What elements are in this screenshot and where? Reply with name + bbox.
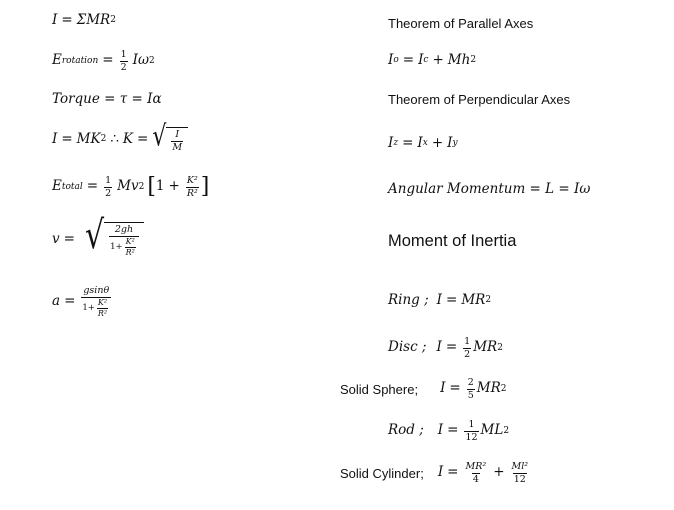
equals: = bbox=[64, 293, 76, 309]
subscript: total bbox=[61, 181, 83, 192]
square-root: √ 2gh 1+ $\frac{\text{K²}}{\text{R²}}$ bbox=[85, 222, 144, 257]
solid-sphere-formula bbox=[340, 378, 507, 400]
torque-text: Torque = τ = Iα bbox=[52, 91, 162, 107]
disc-label: Disc ; bbox=[388, 339, 427, 356]
symbol: I bbox=[440, 380, 446, 397]
equals: = bbox=[86, 178, 99, 195]
exponent: 2 bbox=[503, 425, 510, 436]
exponent: 2 bbox=[100, 134, 107, 144]
one: 1 bbox=[155, 178, 165, 195]
solid-sphere-label: Solid Sphere; bbox=[340, 381, 419, 397]
subscript: x bbox=[422, 138, 428, 149]
square-root: √ $\frac{I}{M}$ bbox=[152, 127, 188, 152]
fraction bbox=[464, 420, 478, 442]
subscript: c bbox=[423, 55, 429, 66]
symbol: I bbox=[436, 292, 443, 308]
therefore-symbol: ∴ bbox=[110, 130, 119, 147]
numerator: MR² bbox=[465, 461, 487, 472]
equals: = bbox=[402, 135, 414, 151]
parallel-axes-formula bbox=[388, 54, 476, 68]
equals: = bbox=[449, 380, 461, 397]
moment-of-inertia-heading: Moment of Inertia bbox=[388, 232, 517, 250]
angular-momentum-formula bbox=[388, 183, 590, 197]
rod-label: Rod ; bbox=[388, 422, 424, 439]
acceleration-formula bbox=[52, 286, 113, 318]
exponent: 2 bbox=[497, 342, 503, 353]
numerator: K² bbox=[125, 236, 135, 246]
equals: = bbox=[63, 230, 75, 247]
one-plus: 1+ bbox=[82, 302, 95, 313]
fraction bbox=[97, 299, 108, 318]
denominator: 4 bbox=[472, 473, 479, 485]
exponent: 2 bbox=[485, 295, 492, 306]
numerator: 1 bbox=[468, 419, 475, 430]
numerator: K² bbox=[97, 297, 108, 307]
rotational-energy-formula bbox=[52, 50, 155, 72]
denominator: 12 bbox=[513, 473, 526, 485]
torque-formula bbox=[52, 93, 162, 107]
denominator: 2 bbox=[120, 61, 127, 73]
perpendicular-axes-title: Theorem of Perpendicular Axes bbox=[388, 92, 571, 107]
symbol: v bbox=[52, 230, 60, 247]
plus: + bbox=[493, 464, 505, 481]
denominator: 5 bbox=[467, 389, 474, 401]
symbol: I bbox=[417, 135, 423, 151]
denominator: 2 bbox=[105, 187, 112, 199]
subscript: rotation bbox=[61, 55, 99, 66]
rod-formula bbox=[388, 420, 509, 442]
symbol: MK bbox=[76, 130, 101, 147]
denominator: R² bbox=[186, 187, 198, 199]
numerator: gsinθ bbox=[83, 285, 110, 296]
fraction bbox=[125, 238, 136, 257]
equals: = bbox=[447, 422, 459, 439]
symbol: a bbox=[52, 293, 61, 309]
parallel-axes-title: Theorem of Parallel Axes bbox=[388, 16, 534, 31]
symbol: I bbox=[388, 135, 394, 151]
fraction bbox=[467, 378, 475, 400]
fraction bbox=[511, 462, 530, 484]
numerator: Ml² bbox=[511, 461, 529, 472]
inertia-sum-formula bbox=[52, 14, 116, 28]
plus: + bbox=[432, 52, 444, 68]
fraction bbox=[464, 462, 487, 484]
radius-of-gyration-formula bbox=[52, 120, 188, 154]
symbol: I bbox=[437, 422, 444, 439]
symbol: I bbox=[447, 135, 453, 151]
symbol: ML bbox=[480, 422, 504, 439]
denominator: R² bbox=[125, 247, 135, 257]
symbol: I bbox=[52, 130, 58, 147]
one-plus: 1+ bbox=[110, 241, 123, 252]
symbol: MR bbox=[461, 292, 486, 308]
symbol: E bbox=[52, 178, 62, 195]
fraction bbox=[171, 130, 183, 152]
symbol: K bbox=[122, 130, 133, 147]
numerator: 1 bbox=[120, 49, 127, 60]
symbol: ΣMR bbox=[76, 12, 111, 28]
fraction bbox=[120, 50, 128, 72]
exponent: 2 bbox=[470, 55, 477, 66]
subscript: o bbox=[393, 55, 399, 66]
ring-label: Ring ; bbox=[388, 292, 429, 308]
equals: = bbox=[61, 12, 73, 28]
fraction bbox=[81, 286, 111, 318]
symbol: Iω bbox=[132, 52, 149, 69]
numerator: 1 bbox=[464, 336, 471, 347]
exponent: 2 bbox=[148, 55, 155, 66]
denominator: R² bbox=[97, 308, 108, 318]
symbol: E bbox=[52, 52, 62, 69]
fraction bbox=[109, 225, 139, 257]
denominator: 12 bbox=[465, 431, 478, 443]
symbol: I bbox=[437, 464, 444, 481]
open-bracket: [ bbox=[147, 174, 156, 199]
denominator: M bbox=[172, 141, 183, 153]
plus: + bbox=[168, 178, 180, 195]
symbol: I bbox=[52, 12, 58, 28]
equals: = bbox=[402, 52, 415, 68]
equals: = bbox=[447, 464, 459, 481]
close-bracket: ] bbox=[200, 174, 210, 199]
subscript: y bbox=[452, 138, 458, 149]
solid-cylinder-label: Solid Cylinder; bbox=[340, 465, 424, 481]
symbol: MR bbox=[473, 339, 498, 356]
numerator: I bbox=[175, 129, 180, 140]
disc-formula bbox=[388, 337, 503, 359]
subscript: z bbox=[393, 138, 399, 149]
numerator: K² bbox=[186, 175, 198, 186]
ring-formula bbox=[388, 294, 491, 308]
exponent: 2 bbox=[138, 181, 145, 192]
fraction bbox=[104, 176, 112, 198]
denominator: 2 bbox=[464, 348, 471, 360]
perpendicular-axes-formula bbox=[388, 137, 458, 151]
numerator: 2gh bbox=[114, 224, 134, 235]
symbol: Mh bbox=[447, 52, 471, 68]
equals: = bbox=[137, 130, 149, 147]
equals: = bbox=[61, 130, 73, 147]
exponent: 2 bbox=[110, 15, 116, 26]
symbol: MR bbox=[476, 380, 501, 397]
angular-momentum-text: Angular Momentum = L = Iω bbox=[388, 181, 591, 197]
symbol: I bbox=[388, 52, 394, 68]
numerator: 2 bbox=[467, 377, 474, 388]
fraction bbox=[186, 176, 199, 198]
exponent: 2 bbox=[500, 383, 507, 394]
equals: = bbox=[446, 292, 458, 308]
total-energy-formula bbox=[52, 176, 209, 198]
symbol: I bbox=[418, 52, 424, 68]
equals: = bbox=[102, 52, 114, 69]
symbol: I bbox=[436, 339, 442, 356]
solid-cylinder-formula bbox=[340, 462, 531, 484]
velocity-formula bbox=[52, 212, 144, 259]
equals: = bbox=[445, 339, 458, 356]
plus: + bbox=[431, 135, 444, 151]
numerator: 1 bbox=[105, 175, 112, 186]
symbol: Mv bbox=[117, 178, 139, 195]
fraction bbox=[463, 337, 471, 359]
